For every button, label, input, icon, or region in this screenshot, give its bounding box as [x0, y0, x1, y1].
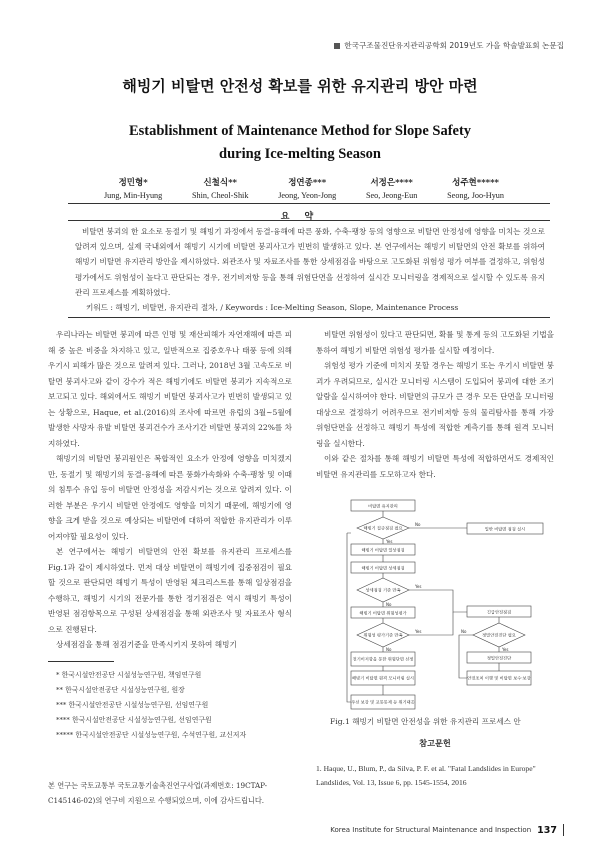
- flow-label: 해빙기 비탈면 상세점검: [361, 565, 405, 571]
- flow-label: 우선 보강 및 교통통제 등 위기대응: [351, 699, 415, 705]
- author: [192, 176, 248, 200]
- body-paragraph: 비탈면 위험성이 있다고 판단되면, 확률 및 통계 등의 고도화된 기법을 통하여 해빙기 비탈면 위험성 평가를 실시할 예정이다.: [316, 330, 554, 355]
- page-number: 137: [537, 824, 557, 836]
- author: [366, 176, 417, 200]
- body-paragraph: 우리나라는 비탈면 붕괴에 따른 인명 및 재산피해가 자연재해에 따른 피해 중 높은 비중을 차지하고 있고, 일반적으로 집중호우나 태풍 등에 의해 우기시 피해가 많은 것으로 알려져 있다. 그러나, 2018년 3월 고속도로 비탈면 붕괴사고와 같이 강수가 적은 해빙기에도 비탈면 붕괴가 지속적으로 보고되고 있다. 해외에서도 해빙기 비탈면 붕괴사고가 빈번히 발생되고 있는 상황으로, Haque, et al.(2016)의 조사에 따르면 유럽의 3월~5월에 발생한 사망자 유발 비탈면 붕괴건수가 조사기간 비탈면 붕괴의 22%를 차지하였다.: [48, 330, 292, 448]
- abstract-heading: 요 약: [280, 212, 320, 222]
- abstract-heading-rule: [68, 220, 550, 221]
- flow-edge-label: No: [386, 602, 392, 607]
- header-mark-icon: [334, 43, 340, 49]
- author-name-en: Jeong, Yeon-Jong: [278, 191, 337, 200]
- footer-divider: [563, 824, 564, 836]
- flow-label: 해빙기 비탈면 원격 모니터링 실시: [352, 675, 414, 681]
- flow-edge-label: No: [415, 522, 421, 527]
- flow-edge-label: Yes: [386, 539, 393, 544]
- body-right-column: [316, 327, 554, 482]
- flow-label: 해빙기 비탈면 일상점검: [361, 547, 405, 553]
- author-name-en: Seo, Jeong-Eun: [365, 191, 418, 200]
- author-list: [104, 176, 504, 200]
- funding-note: 본 연구는 국토교통부 국토교통기술촉진연구사업(과제번호: 19CTAP-C145146-02)의 연구비 지원으로 수행되었으며, 이에 감사드립니다.: [48, 781, 268, 805]
- keywords: 키워드 : 해빙기, 비탈면, 유지관리 절차, / Keywords : Ice-Melting Season, Slope, Maintenance Process: [86, 303, 459, 312]
- body-paragraph: 위험성 평가 기준에 미치지 못할 경우는 해빙기 또는 우기시 비탈면 붕괴가 우려되므로, 실시간 모니터링 시스템이 도입되어 붕괴에 대한 조기 알람을 실시하여야 한다. 비탈면의 규모가 큰 경우 모든 단면을 모니터링 대상으로 결정하기 어려우므로 전기비저항 등의 물리탐사를 통해 가장 위험단면을 선정하고 해빙기 특성에 적합한 계측기를 통해 원격 모니터링을 실시한다.: [316, 361, 554, 448]
- flowchart-svg: [343, 498, 563, 713]
- flow-label: 위험성 평가기준 만족: [363, 632, 403, 638]
- flowchart-figure: [343, 498, 563, 713]
- author-name-ko: 서정은****: [370, 178, 413, 188]
- journal-header: [334, 40, 564, 51]
- body-paragraph: 해빙기의 비탈면 붕괴원인은 복합적인 요소가 안정에 영향을 미치겠지만, 동절기 및 해빙기의 동결-융해에 따른 풍화가속화와 수축-팽창 및 이때의 침투수 유입 등이 비탈면 안정성을 저감시키는 것으로 알려져 있다. 이러한 부분은 우기시 비탈면 안정에도 영향을 미치기 때문에, 해빙기에 영향을 크게 받을 것으로 예상되는 비탈면에 대하여 적합한 유지관리가 이루어져야할 필요성이 있다.: [48, 454, 292, 541]
- flow-edge-label: No: [461, 629, 467, 634]
- body-paragraph: 이와 같은 절차를 통해 해빙기 비탈면 특성에 적합하면서도 경제적인 비탈면 유지관리를 도모하고자 한다.: [316, 454, 554, 479]
- flow-label: 긴급안전점검: [486, 609, 512, 615]
- abstract-bottom-rule: [68, 317, 550, 318]
- footnote-rule: [48, 661, 114, 662]
- body-paragraph: 본 연구에서는 해빙기 비탈면의 안전 확보를 유지관리 프로세스를 Fig.1과 같이 제시하였다. 먼저 대상 비탈면이 해빙기에 집중점검이 필요할 것으로 판단되면 해빙기 특성이 반영된 체크리스트를 통해 일상점검을 수행하고, 해빙기 시기의 전문가를 통한 정기점검은 역시 해빙기 특성이 반영된 점검항목으로 구성된 상세점검을 통해 외관조사 및 자료조사 형식으로 진행된다.: [48, 547, 292, 634]
- footnote: * 한국시설안전공단 시설성능연구원, 책임연구원: [56, 671, 202, 679]
- flow-edge-label: Yes: [415, 629, 422, 634]
- title-korean: 해빙기 비탈면 안전성 확보를 위한 유지관리 방안 마련: [122, 77, 478, 95]
- author-name-ko: 정연종***: [288, 178, 327, 188]
- flow-label: 전기비저항을 통한 위험단면 선정: [352, 656, 414, 662]
- flow-edge-label: Yes: [415, 584, 422, 589]
- author-name-en: Shin, Cheol-Shik: [192, 191, 249, 200]
- footnote: ** 한국시설안전공단 시설성능연구원, 원장: [56, 686, 185, 694]
- author: [447, 176, 504, 200]
- figure-caption: Fig.1 해빙기 비탈면 안전성을 위한 유지관리 프로세스 안: [330, 717, 521, 726]
- author-name-ko: 신철식**: [203, 178, 237, 188]
- author: [278, 176, 336, 200]
- flow-label: 정밀안전진단: [486, 655, 512, 661]
- title-english: [0, 120, 600, 166]
- reference-item: 1. Haque, U., Blum, P., da Silva, P. F. et al. "Fatal Landslides in Europe" Landslides, Vol. 13, Issue 6, pp. 1545-1554, 2016: [316, 764, 536, 787]
- author-name-en: Seong, Joo-Hyun: [447, 191, 504, 200]
- footnote: *** 한국시설안전공단 시설성능연구원, 선임연구원: [56, 701, 209, 709]
- flow-label: 정밀안전진단 필요: [482, 632, 516, 638]
- author-name-ko: 정민형*: [118, 178, 148, 188]
- references-heading: 참고문헌: [419, 738, 451, 748]
- footnotes: [56, 668, 296, 743]
- page-footer: [330, 824, 564, 836]
- flow-label: 비탈면 유지관리: [368, 503, 398, 509]
- author-name-ko: 성주현*****: [452, 178, 499, 188]
- flow-label: 해빙기 집중점검 필요: [363, 525, 403, 531]
- footer-institute: Korea Institute for Structural Maintenance and Inspection: [330, 826, 532, 834]
- flow-edge-label: No: [386, 647, 392, 652]
- flow-label: 상세점검 기준 만족: [365, 587, 401, 593]
- flow-label: 안전조치 이행 및 비탈면 보수·보강: [467, 675, 531, 681]
- title-english-line2: during Ice-melting Season: [219, 146, 381, 162]
- abstract-top-rule: [68, 203, 550, 204]
- author-name-en: Jung, Min-Hyung: [104, 191, 163, 200]
- flow-label: 일반 비탈면 점검 실시: [484, 526, 526, 532]
- body-paragraph: 상세점검을 통해 점검기준을 만족시키지 못하여 해빙기: [56, 640, 237, 649]
- journal-name: 한국구조물진단유지관리공학회 2019년도 가을 학술발표회 논문집: [344, 41, 564, 50]
- author: [104, 176, 162, 200]
- flow-edge-label: Yes: [502, 647, 509, 652]
- footnote: **** 한국시설안전공단 시설성능연구원, 선임연구원: [56, 716, 212, 724]
- flow-label: 해빙기 비탈면 위험성평가: [359, 610, 407, 616]
- footnote: ***** 한국시설안전공단 시설성능연구원, 수석연구원, 교신저자: [56, 731, 247, 739]
- body-left-column: [48, 327, 292, 653]
- abstract-body: 비탈면 붕괴의 한 요소로 동절기 및 해빙기 과정에서 동결-융해에 따른 풍화, 수축-팽창 등의 영향으로 비탈면 안정성에 영향을 미치는 것으로 알려져 있으며, 실제 국내외에서 해빙기 시기에 비탈면 붕괴사고가 빈번히 발생하고 있다. 본 연구에서는 해빙기 비탈면의 안전 확보를 위하여 해빙기 비탈면 유지관리 방안을 제시하였다. 외관조사 및 자료조사를 통한 상세점검을 바탕으로 고도화된 위험성 평가 여부를 결정하고, 위험성 평가에서도 위험성이 높다고 판단되는 경우, 전기비저항 등을 통해 위험단면을 선정하여 실시간 모니터링을 경제적으로 설시할 수 있도록 유지관리 프로세스를 계획하였다.: [75, 227, 545, 297]
- title-english-line1: Establishment of Maintenance Method for Slope Safety: [128, 123, 472, 139]
